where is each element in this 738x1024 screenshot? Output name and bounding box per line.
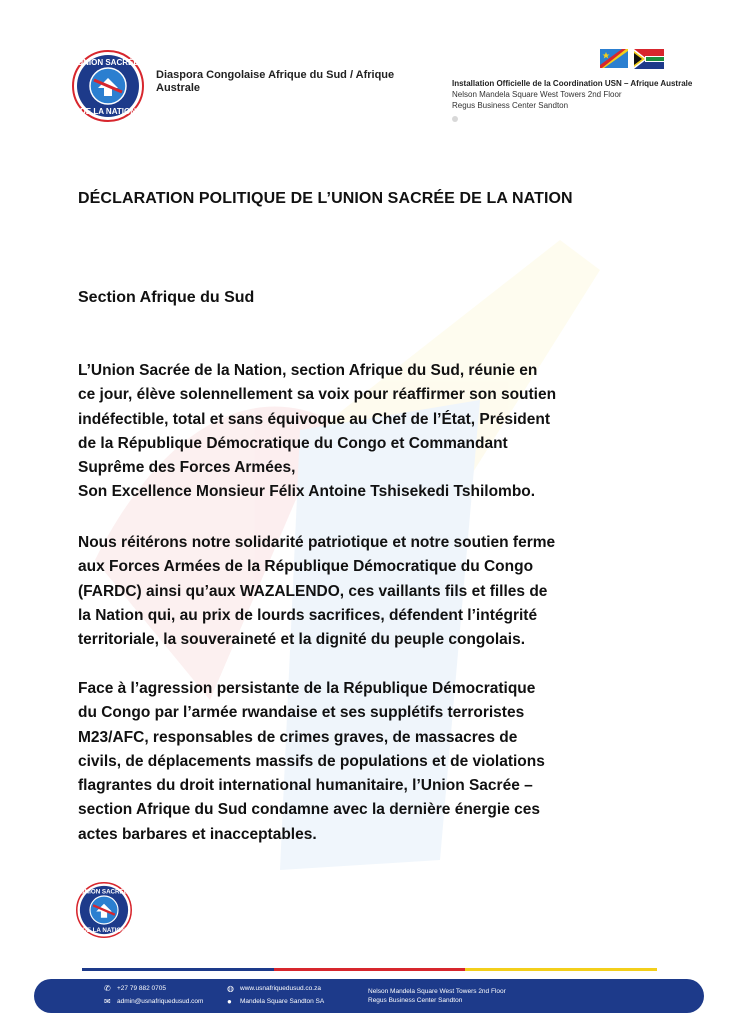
paragraph-line: civils, de déplacements massifs de populations et de violations: [78, 752, 545, 770]
svg-text:DE LA NATION: DE LA NATION: [80, 107, 136, 116]
south-africa-flag-icon: [634, 49, 664, 69]
section-heading: Section Afrique du Sud: [78, 289, 255, 306]
footer-address-line-2: Regus Business Center Sandton: [368, 997, 463, 1004]
drc-flag-icon: [600, 49, 628, 68]
footer-line-yellow: [465, 968, 657, 971]
paragraph-line: (FARDC) ainsi qu’aux WAZALENDO, ces vaillants fils et filles de: [78, 582, 548, 600]
union-sacree-logo-small: [76, 882, 132, 938]
document-title: DÉCLARATION POLITIQUE DE L’UNION SACRÉE DE LA NATION: [78, 190, 573, 207]
location-pin-icon: ●: [227, 997, 232, 1006]
paragraph-line: de la République Démocratique du Congo et Commandant: [78, 434, 508, 452]
paragraph-line: actes barbares et inacceptables.: [78, 825, 317, 843]
paragraph-line: Nous réitérons notre solidarité patriotique et notre soutien ferme: [78, 534, 556, 551]
footer-phone[interactable]: +27 79 882 0705: [117, 985, 166, 992]
paragraph-line: flagrantes du droit international humanitaire, l’Union Sacrée –: [78, 777, 533, 795]
paragraph-line: Face à l’agression persistante de la République Démocratique: [78, 680, 536, 697]
footer-line-red: [274, 968, 466, 971]
footer-email[interactable]: admin@usnafriquedusud.com: [117, 998, 204, 1005]
paragraph-line: Son Excellence Monsieur Félix Antoine Tshisekedi Tshilombo.: [78, 483, 536, 501]
paragraph-line: du Congo par l’armée rwandaise et ses supplétifs terroristes: [78, 704, 525, 722]
footer-line-blue: [82, 968, 274, 971]
footer-website[interactable]: www.usnafriquedusud.co.za: [240, 985, 321, 992]
footer-address-line-1: Nelson Mandela Square West Towers 2nd Floor: [368, 988, 506, 995]
footer-color-lines: [82, 968, 657, 971]
svg-text:UNION SACRÉE: UNION SACRÉE: [80, 888, 128, 896]
paragraph-1: [78, 359, 648, 505]
footer-bar: [34, 979, 704, 1013]
paragraph-3: [78, 677, 648, 847]
paragraph-line: la Nation qui, au prix de lourds sacrifices, défendent l’intégrité: [78, 606, 538, 624]
paragraph-2: [78, 531, 648, 652]
globe-icon: ◍: [227, 984, 234, 993]
bullet-dot: [452, 116, 458, 122]
paragraph-line: M23/AFC, responsables de crimes graves, de massacres de: [78, 728, 518, 746]
organization-name: Diaspora Congolaise Afrique du Sud / Afrique Australe: [156, 69, 395, 94]
paragraph-line: Suprême des Forces Armées,: [78, 459, 296, 477]
svg-text:DE LA NATION: DE LA NATION: [82, 926, 126, 934]
paragraph-line: aux Forces Armées de la République Démocratique du Congo: [78, 558, 534, 576]
address-line-2: Regus Business Center Sandton: [452, 101, 569, 110]
paragraph-line: L’Union Sacrée de la Nation, section Afrique du Sud, réunie en: [78, 362, 538, 379]
paragraph-line: indéfectible, total et sans équivoque au Chef de l’État, Président: [78, 410, 550, 428]
paragraph-line: ce jour, élève solennellement sa voix pour réaffirmer son soutien: [78, 386, 557, 404]
address-line-1: Nelson Mandela Square West Towers 2nd Floor: [452, 90, 622, 99]
svg-text:UNION SACRÉE: UNION SACRÉE: [77, 58, 139, 67]
paragraph-line: section Afrique du Sud condamne avec la dernière énergie ces: [78, 801, 540, 819]
paragraph-line: territoriale, la souveraineté et la dignité du peuple congolais.: [78, 631, 526, 649]
address-title: Installation Officielle de la Coordination USN – Afrique Australe: [452, 79, 693, 88]
phone-icon: ✆: [104, 984, 111, 993]
header-address: [452, 78, 702, 122]
union-sacree-logo: [72, 50, 144, 122]
footer-location: Mandela Square Sandton SA: [240, 998, 325, 1005]
email-icon: ✉: [104, 997, 111, 1006]
